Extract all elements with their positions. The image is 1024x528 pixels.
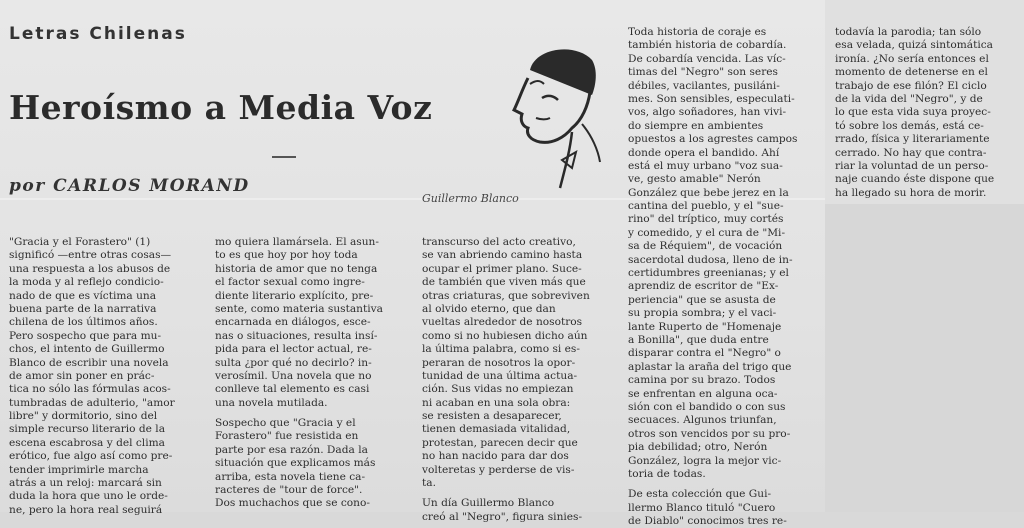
text-line: Pero sospecho que para mu-	[9, 329, 162, 342]
text-line: naje cuando éste dispone que	[835, 173, 995, 186]
article-column-4	[628, 26, 814, 528]
text-line: sa de Réquiem", de vocación	[628, 240, 783, 253]
text-line: Sospecho que "Gracia y el	[215, 417, 356, 430]
text-line: nado de que es víctima una	[9, 289, 157, 302]
paragraph-break	[422, 490, 605, 497]
text-line: creó al "Negro", figura sinies-	[422, 510, 583, 523]
text-line: momento de detenerse en el	[835, 66, 988, 79]
text-line: to es que hoy por hoy toda	[215, 249, 358, 262]
text-line: ironía. ¿No sería entonces el	[835, 52, 989, 65]
text-line: donde opera el bandido. Ahí	[628, 146, 780, 159]
text-line: se enfrentan en alguna oca-	[628, 387, 778, 400]
text-line: significó —entre otras cosas—	[9, 249, 172, 262]
text-line: ne, pero la hora real seguirá	[9, 503, 163, 516]
text-line: y comedido, y el cura de "Mi-	[628, 226, 786, 239]
text-line: Toda historia de coraje es	[628, 26, 767, 38]
text-line: el factor sexual como ingre-	[215, 276, 365, 289]
text-line: mo quiera llamársela. El asun-	[215, 236, 379, 248]
text-line: al olvido eterno, que dan	[422, 302, 556, 315]
text-line: a Bonilla", que duda entre	[628, 333, 769, 346]
text-line: timas del "Negro" son seres	[628, 66, 778, 79]
text-line: racteres de "tour de force".	[215, 484, 363, 497]
text-line: llermo Blanco tituló "Cuero	[628, 501, 776, 514]
text-line: lo que esta vida suya proyec-	[835, 106, 991, 119]
text-line: libre" y dormitorio, sino del	[9, 410, 158, 423]
text-line: sente, como materia sustantiva	[215, 302, 383, 315]
text-line: transcurso del acto creativo,	[422, 236, 576, 248]
text-line: nas o situaciones, resulta insí-	[215, 329, 378, 342]
text-line: riar la voluntad de un perso-	[835, 159, 989, 172]
text-line: Blanco de escribir una novela	[9, 356, 169, 369]
text-line: una novela mutilada.	[215, 396, 328, 409]
text-line: peraran de nosotros la opor-	[422, 356, 576, 369]
text-line: de también que viven más que	[422, 276, 586, 289]
text-line: ción. Sus vidas no empiezan	[422, 383, 574, 396]
author-portrait-drawing	[500, 40, 610, 190]
text-line: se resisten a desaparecer,	[422, 410, 562, 423]
text-line: ha llegado su hora de morir.	[835, 186, 987, 199]
article-column-1	[9, 236, 191, 516]
text-line: simple recurso literario de la	[9, 423, 166, 436]
text-line: arriba, esta novela tiene ca-	[215, 470, 366, 483]
text-line: De esta colección que Gui-	[628, 488, 772, 501]
text-line: disparar contra el "Negro" o	[628, 347, 781, 360]
text-line: sulta ¿por qué no decirlo? in-	[215, 356, 372, 369]
text-line: la última palabra, como si es-	[422, 343, 580, 356]
text-line: débiles, vacilantes, pusiláni-	[628, 79, 780, 92]
text-line: González que bebe jerez en la	[628, 186, 789, 199]
text-line: cerrado. No hay que contra-	[835, 146, 987, 159]
text-line: pia debilidad; otro, Nerón	[628, 441, 768, 454]
text-line: sacerdotal dudosa, lleno de in-	[628, 253, 793, 266]
text-line: también historia de cobardía.	[628, 39, 787, 52]
text-line: otros son vencidos por su pro-	[628, 427, 791, 440]
article-byline: por CARLOS MORAND	[9, 176, 250, 196]
text-line: cantina del pueblo, y el "sue-	[628, 200, 784, 213]
text-line: pida para el lector actual, re-	[215, 343, 372, 356]
text-line: protestan, parecen decir que	[422, 436, 578, 449]
text-line: tica no sólo las fórmulas acos-	[9, 383, 171, 396]
text-line: está el muy urbano "voz sua-	[628, 159, 783, 172]
text-line: no han nacido para dar dos	[422, 450, 569, 463]
text-line: vos, algo soñadores, han vivi-	[628, 106, 787, 119]
text-line: "Gracia y el Forastero" (1)	[9, 236, 151, 248]
text-line: tender imprimirle marcha	[9, 463, 149, 476]
text-line: aplastar la araña del trigo que	[628, 360, 792, 373]
text-line: ta.	[422, 477, 436, 490]
text-line: opuestos a los agrestes campos	[628, 133, 798, 146]
text-line: mes. Son sensibles, especulati-	[628, 92, 795, 105]
text-line: una respuesta a los abusos de	[9, 262, 171, 275]
text-line: aprendiz de escritor de "Ex-	[628, 280, 779, 293]
text-line: sión con el bandido o con sus	[628, 400, 786, 413]
text-line: de Diablo" conocimos tres re-	[628, 515, 787, 528]
photo-caption: Guillermo Blanco	[422, 192, 519, 205]
text-line: todavía la parodia; tan sólo	[835, 26, 982, 38]
paragraph-break	[628, 481, 814, 488]
text-line: ocupar el primer plano. Suce-	[422, 262, 582, 275]
text-line: toria de todas.	[628, 467, 706, 480]
ornament-dash	[272, 156, 296, 158]
text-line: do siempre en ambientes	[628, 119, 764, 132]
text-line: erótico, fue algo así como pre-	[9, 450, 173, 463]
paragraph-break	[215, 410, 400, 417]
text-line: tumbradas de adulterio, "amor	[9, 396, 175, 409]
text-line: camina por su brazo. Todos	[628, 374, 776, 387]
article-column-2	[215, 236, 400, 512]
text-line: secuaces. Algunos triunfan,	[628, 414, 777, 427]
text-line: periencia" que se asusta de	[628, 293, 776, 306]
text-line: diente literario explícito, pre-	[215, 289, 374, 302]
text-line: se van abriendo camino hasta	[422, 249, 583, 262]
text-line: tó sobre los demás, está ce-	[835, 119, 984, 132]
text-line: tienen demasiada vitalidad,	[422, 423, 571, 436]
text-line: trabajo de ese filón? El ciclo	[835, 79, 987, 92]
text-line: otras criaturas, que sobreviven	[422, 289, 590, 302]
text-line: la moda y al reflejo condicio-	[9, 276, 164, 289]
text-line: chilena de los últimos años.	[9, 316, 158, 329]
text-line: parte por esa razón. Dada la	[215, 443, 368, 456]
background-area	[825, 204, 1024, 512]
text-line: rino" del tríptico, muy cortés	[628, 213, 784, 226]
text-line: de amor sin poner en prác-	[9, 369, 155, 382]
text-line: de la vida del "Negro", y de	[835, 92, 983, 105]
text-line: encarnada en diálogos, esce-	[215, 316, 371, 329]
section-label: Letras Chilenas	[9, 24, 187, 44]
article-headline: Heroísmo a Media Voz	[9, 88, 433, 127]
text-line: buena parte de la narrativa	[9, 302, 157, 315]
text-line: De cobardía vencida. Las víc-	[628, 52, 786, 65]
text-line: escena escabrosa y del clima	[9, 436, 165, 449]
text-line: duda la hora que uno le orde-	[9, 490, 168, 503]
text-line: situación que explicamos más	[215, 457, 376, 470]
text-line: tunidad de una última actua-	[422, 369, 578, 382]
text-line: vueltas alrededor de nosotros	[422, 316, 583, 329]
text-line: ve, gesto amable" Nerón	[628, 173, 761, 186]
text-line: Dos muchachos que se cono-	[215, 497, 370, 510]
text-line: como si no hubiesen dicho aún	[422, 329, 588, 342]
text-line: conlleve tal elemento es casi	[215, 383, 370, 396]
text-line: verosímil. Una novela que no	[215, 369, 372, 382]
text-line: volteretas y perderse de vis-	[422, 463, 575, 476]
text-line: historia de amor que no tenga	[215, 262, 378, 275]
text-line: esa velada, quizá sintomática	[835, 39, 993, 52]
text-line: su propia sombra; y el vaci-	[628, 307, 777, 320]
article-column-3	[422, 236, 605, 523]
text-line: Forastero" fue resistida en	[215, 430, 359, 443]
text-line: chos, el intento de Guillermo	[9, 343, 165, 356]
article-column-5	[835, 26, 1020, 201]
text-line: González, logra la mejor vic-	[628, 454, 782, 467]
text-line: lante Ruperto de "Homenaje	[628, 320, 782, 333]
text-line: rrado, física y literariamente	[835, 133, 990, 146]
text-line: certidumbres greenianas; y el	[628, 267, 789, 280]
text-line: atrás a un reloj: marcará sin	[9, 477, 162, 490]
text-line: Un día Guillermo Blanco	[422, 497, 555, 510]
text-line: ni acaban en una sola obra:	[422, 396, 571, 409]
